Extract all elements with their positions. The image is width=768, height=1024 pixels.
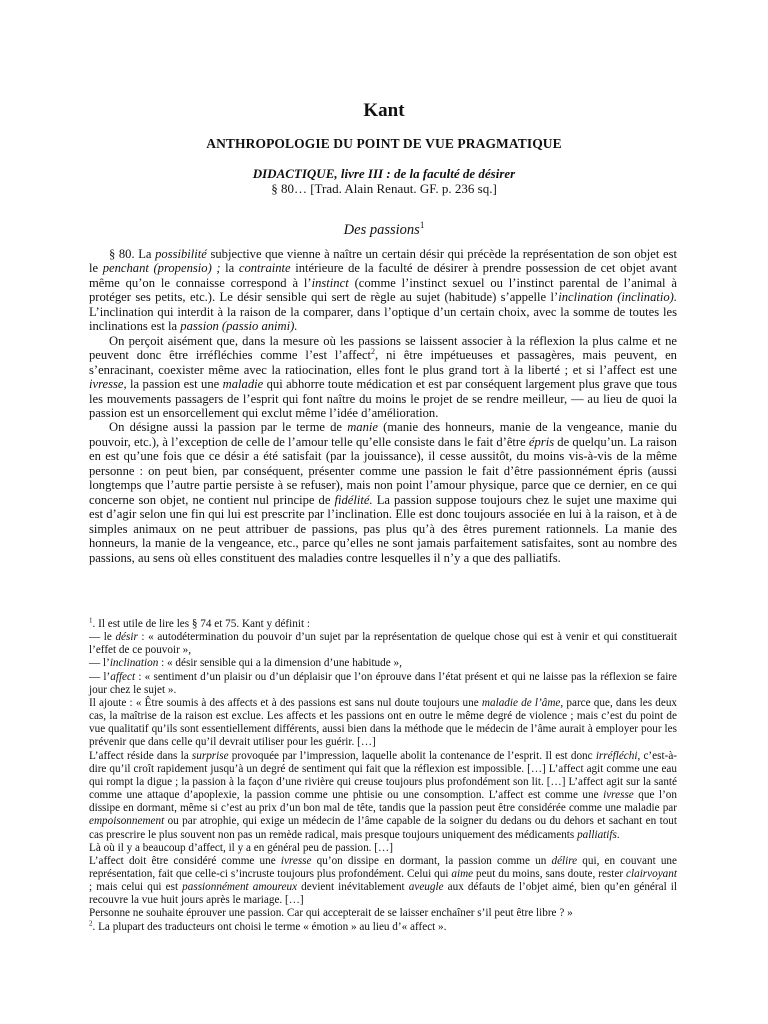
footnote-line (89, 657, 677, 670)
emphasis: instinct (311, 275, 349, 290)
text-run: — l’ (89, 670, 111, 683)
text-run: , c’est-à-dire qu’il croît rapidement jusqu’à un degré de sentiment qui fait que la réflexion est impossible. […] L’affect agit comme une eau qui rompt la digue ; la passion à la façon d’une rivière qui creuse toujours plus profondément son lit. […] L’affect agit sur la santé comme une attaque d’apoplexie, la passion comme une phtisie ou une consomption. L’affect est comme une (89, 749, 678, 802)
emphasis: maladie (222, 377, 264, 392)
footnote-line (89, 855, 677, 908)
text-run: : « sentiment d’un plaisir ou d’un déplaisir que l’on éprouve dans l’état présent et qui ne laisse pas la réflexion se faire jour chez le sujet ». (89, 670, 677, 696)
emphasis: irréfléchi (595, 749, 638, 762)
footnote-marker: 1 (89, 616, 93, 625)
emphasis: manie (347, 420, 378, 435)
footnote-marker: 1 (419, 220, 425, 230)
emphasis: aveugle (408, 881, 444, 894)
emphasis: épris (528, 434, 555, 449)
text-run: . (616, 828, 620, 841)
text-run: : « désir sensible qui a la dimension d’une habitude », (158, 657, 402, 670)
text-run: la (220, 261, 239, 276)
emphasis: ivresse (280, 854, 312, 867)
emphasis: délire (551, 854, 578, 867)
paragraph (89, 420, 677, 565)
emphasis: désir (115, 631, 138, 644)
text-run: — l’ (89, 657, 110, 670)
emphasis: penchant (propensio) ; (102, 261, 221, 276)
emphasis: ivresse (603, 789, 634, 802)
text-run: qui, en couvant une représentation, fait que celle-ci s’incruste toujours plus profondément. Celui qui (89, 854, 677, 880)
footnote-2 (89, 918, 677, 934)
emphasis: empoisonnement (89, 815, 165, 828)
text-run: devient inévitablement (297, 881, 409, 894)
text-run: Il ajoute : « Être soumis à des affects et à des passions est sans nul doute toujours une (89, 696, 482, 709)
text-run: intérieure de la faculté de désirer à prendre possession de cet objet avant même qu’on le connaisse correspond à l’ (89, 261, 677, 290)
section-heading (0, 220, 768, 239)
text-run: On perçoit aisément que, dans la mesure où les passions se laissent associer à la réflexion la plus calme et ne peuvent donc être irréfléchies comme l’est l’affect (89, 333, 677, 363)
text-run: la passion est une (126, 377, 223, 392)
book-title: ANTHROPOLOGIE DU POINT DE VUE PRAGMATIQUE (206, 136, 562, 151)
text-run: L’affect doit être considéré comme une (89, 854, 281, 867)
text-run: La passion suppose toujours chez le sujet une maxime qui est d’agir selon une fin qui lui est prescrite par l’inclination. Elle est donc toujours associée en lui à la raison, et à de simples animaux on ne peut attribuer de passions, pas plus qu’à des êtres purement rationnels. La manie des honneurs, la manie de la vengeance, etc., parce qu’elles ne sont jamais parfaitement satisfaites, sont au nombre des passions, au sens où elles constituent des maladies contre lesquelles il n’y a que des palliatifs. (89, 492, 677, 565)
text-run: . La plupart des traducteurs ont choisi le terme « émotion » au lieu d’« affect ». (92, 920, 447, 933)
text-run: L’affect réside dans la (89, 749, 192, 762)
text-run: qui abhorre toute médication et est par conséquent largement plus grave que tous les mouvements passagers de l’esprit qui font naître du moins le projet de se rendre meilleur, — au lieu de quoi la passion est un ensorcellement qui exclut même l’idée d’amélioration. (89, 377, 677, 420)
paragraph (89, 334, 677, 421)
text-run: que l’on dissipe en dormant, même si c’est au prix d’un bon mal de tête, tandis que la passion peut être considérée comme une maladie par (89, 789, 677, 815)
text-run: provoquée par l’impression, laquelle abolit la contenance de l’esprit. Il est donc (228, 749, 596, 762)
footnote-line (89, 907, 677, 920)
emphasis: inclination (inclinatio). (558, 290, 677, 305)
text-run: On désigne aussi la passion par le terme de (109, 420, 348, 435)
emphasis: aime (451, 867, 474, 880)
chapter-subtitle: DIDACTIQUE, livre III : de la faculté de désirer (252, 166, 516, 181)
text-run: Là où il y a beaucoup d’affect, il y a en général peu de passion. […] (89, 841, 393, 854)
emphasis: palliatifs (577, 828, 617, 841)
footnote-line (89, 618, 677, 631)
footnotes (89, 618, 677, 934)
emphasis: passion (passio animi). (180, 319, 298, 334)
text-run: qu’on dissipe en dormant, la passion comme un (311, 854, 552, 867)
text-run: Personne ne souhaite éprouver une passion. Car qui accepterait de se laisser enchaîner s’il peut être libre ? » (89, 907, 573, 920)
text-run: de quelqu’un. La raison en est qu’une fois que ce désir a été satisfait (par la jouissance), il cesse aussitôt, du moins vis-à-vis de la même personne : on peut bien, par conséquent, présenter comme une passion le fait d’être passionnément épris (aussi longtemps que l’autre partie persiste à se refuser), mais non point l’amour physique, parce que ce dernier, en ce qui concerne son objet, ne contient nul principe de (89, 434, 677, 507)
text-run: . Il est utile de lire les § 74 et 75. Kant y définit : (92, 618, 310, 630)
text-run: , parce que, dans les deux cas, la maîtrise de la raison est exclue. Les affects et les passions ont en outre le même degré de violence ; mais c’est du point de vue qualitatif qu’ils sont essentiellement différents, aussi bien dans la méthode que le médecin de l’âme aurait à employer pour les prévenir que dans celle qu’il devrait utiliser pour les guérir. […] (89, 696, 678, 749)
footnote-marker: 2 (89, 918, 93, 927)
main-text (89, 247, 677, 565)
text-run: peut du moins, sans doute, rester (473, 867, 627, 880)
section-title: Des passions (343, 221, 420, 238)
text-run: L’inclination qui interdit à la raison de la comparer, dans l’optique d’un certain choix, avec la somme de toutes les inclinations est la (89, 304, 677, 334)
footnote-line (89, 671, 677, 697)
text-run: subjective que vienne à naître un certain désir qui précède la représentation de son objet est le (89, 247, 677, 276)
footnote-line (89, 697, 677, 750)
emphasis: clairvoyant (626, 867, 677, 880)
emphasis: inclination (109, 657, 159, 670)
emphasis: ivresse, (89, 377, 127, 392)
emphasis: possibilité (155, 247, 207, 261)
footnote-line (89, 842, 677, 855)
paragraph (89, 247, 677, 334)
text-run: § 80. La (109, 247, 156, 261)
footnote-marker: 2 (371, 346, 376, 356)
emphasis: affect (110, 670, 136, 683)
emphasis: contrainte (238, 261, 291, 276)
footnote-1 (89, 618, 677, 921)
text-run: : « autodétermination du pouvoir d’un sujet par la représentation de quelque chose qui est à venir et qui constituerait l’effet de ce pouvoir », (89, 631, 677, 657)
text-run: ou par atrophie, qui exige un médecin de l’âme capable de la soigner du dedans ou du dehors et sachant en tout cas prescrire le plus souvent non pas un remède radical, mais presque toujours uniquement des médicaments (89, 815, 677, 841)
text-run: ; mais celui qui est (89, 881, 183, 894)
footnote-line (89, 918, 677, 934)
footnote-line (89, 631, 677, 657)
text-run: (manie des honneurs, manie de la vengeance, manie du pouvoir, etc.), à l’exception de celle de l’amour telle qu’elle consiste dans le fait d’être (89, 420, 677, 449)
text-run: , ni être impétueuses et passagères, mais peuvent, en s’enracinant, coexister même avec la ratiocination, elles font le plus grand tort à la liberté ; et si l’affect est une (89, 348, 677, 377)
footnote-line (89, 750, 677, 842)
emphasis: maladie de l’âme (481, 696, 561, 709)
author-heading: Kant (363, 100, 405, 121)
text-run: aux défauts de l’objet aimé, bien qu’en général il recouvre la vue huit jours après le mariage. […] (89, 881, 677, 907)
text-run: — le (89, 631, 116, 644)
emphasis: passionnément amoureux (182, 881, 298, 894)
emphasis: surprise (191, 749, 229, 762)
text-run: (comme l’instinct sexuel ou l’instinct parental de l’animal à protéger ses petits, etc.). Le désir sensible qui sert de règle au sujet (habitude) s’appelle l’ (89, 275, 678, 305)
emphasis: fidélité. (334, 492, 373, 507)
translation-reference: § 80… [Trad. Alain Renaut. GF. p. 236 sq.] (271, 181, 497, 196)
